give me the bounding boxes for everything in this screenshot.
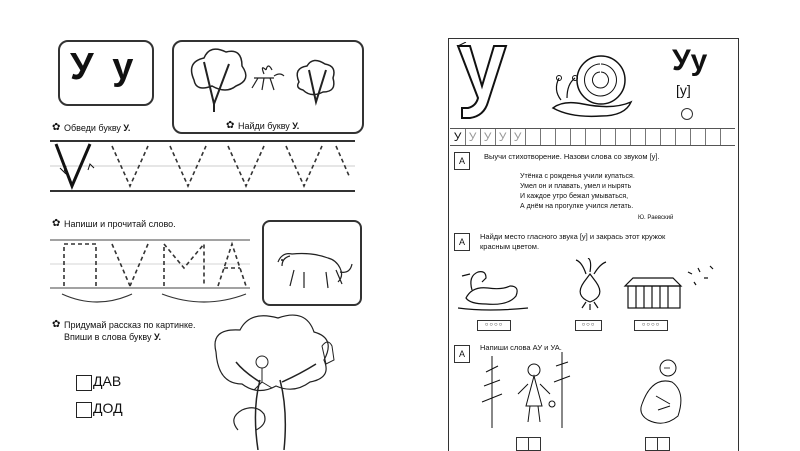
abc-cube-icon: А <box>454 233 470 251</box>
dotted-letters <box>50 142 355 190</box>
trees-and-insect-picture <box>174 42 362 132</box>
cell: У <box>510 129 526 145</box>
letter-card-text: У у <box>70 46 138 88</box>
girl-in-forest-and-toy-pictures <box>472 352 722 432</box>
word-item: ДОД <box>93 400 123 416</box>
cell <box>675 129 691 145</box>
sound-scheme[interactable]: ○○○○ <box>477 320 511 331</box>
big-letter-u <box>452 42 512 122</box>
poem-line: Умел он и плавать, умел и нырять <box>520 183 632 190</box>
copy-cells-row[interactable] <box>450 128 735 146</box>
flower-icon: ✿ <box>226 120 235 131</box>
syllable-arcs <box>50 290 250 310</box>
answer-cell[interactable] <box>528 437 541 451</box>
dotted-word-puma <box>50 238 250 290</box>
cell <box>690 129 706 145</box>
flower-icon: ✿ <box>52 319 61 330</box>
task-trace-label: Обведи букву У. <box>64 123 131 133</box>
puma-picture-box <box>262 220 362 306</box>
vowel-task-line2: красным цветом. <box>480 242 540 251</box>
cell <box>600 129 616 145</box>
cell <box>660 129 676 145</box>
task-story-line1: Придумай рассказ по картинке. <box>64 320 196 330</box>
cell <box>585 129 601 145</box>
cell <box>645 129 661 145</box>
sound-scheme[interactable]: ○○○○ <box>634 320 668 331</box>
sound-scheme[interactable]: ○○○ <box>575 320 602 331</box>
tracing-strip[interactable] <box>50 140 355 192</box>
abc-cube-icon: А <box>454 152 470 170</box>
find-letter-box <box>172 40 364 134</box>
snail-icon <box>545 50 635 122</box>
word-puma-strip[interactable] <box>50 238 250 290</box>
tree-illustration <box>186 312 366 450</box>
cell: У <box>465 129 481 145</box>
poem-author: Ю. Раевский <box>638 215 674 221</box>
poem-task-title: Выучи стихотворение. Назови слова со звуком [у]. <box>484 152 660 161</box>
flower-icon: ✿ <box>52 218 61 229</box>
flower-icon: ✿ <box>52 122 61 133</box>
cell <box>525 129 541 145</box>
vowel-task-line1: Найди место гласного звука [у] и закрась этот кружок <box>480 232 666 241</box>
sound-circle[interactable] <box>681 108 693 120</box>
poem-line: А днём на прогулке учился летать. <box>520 203 634 210</box>
letter-pair: Уу <box>672 44 708 77</box>
cell <box>570 129 586 145</box>
letter-checkbox[interactable] <box>76 375 92 391</box>
letter-checkbox[interactable] <box>76 402 92 418</box>
words-task-title: Напиши слова АУ и УА. <box>480 343 562 352</box>
answer-cell[interactable] <box>657 437 670 451</box>
task-find-label: Найди букву У. <box>238 121 300 131</box>
cell: У <box>450 129 466 145</box>
cell <box>630 129 646 145</box>
abc-cube-icon: А <box>454 345 470 363</box>
cell <box>540 129 556 145</box>
sound-label: [у] <box>676 82 691 98</box>
task-write-label: Напиши и прочитай слово. <box>64 219 176 229</box>
cell <box>720 129 735 145</box>
poem-line: И каждое утро бежал умываться, <box>520 193 629 200</box>
cell <box>705 129 721 145</box>
cell: У <box>495 129 511 145</box>
puma-icon <box>264 222 360 304</box>
poem-line: Утёнка с рожденья учили купаться. <box>520 173 635 180</box>
cell <box>555 129 571 145</box>
task-story-line2: Впиши в слова букву У. <box>64 332 161 342</box>
cell <box>615 129 631 145</box>
cell: У <box>480 129 496 145</box>
word-item: ДАВ <box>93 373 122 389</box>
duck-onion-beehive-pictures <box>458 258 728 316</box>
